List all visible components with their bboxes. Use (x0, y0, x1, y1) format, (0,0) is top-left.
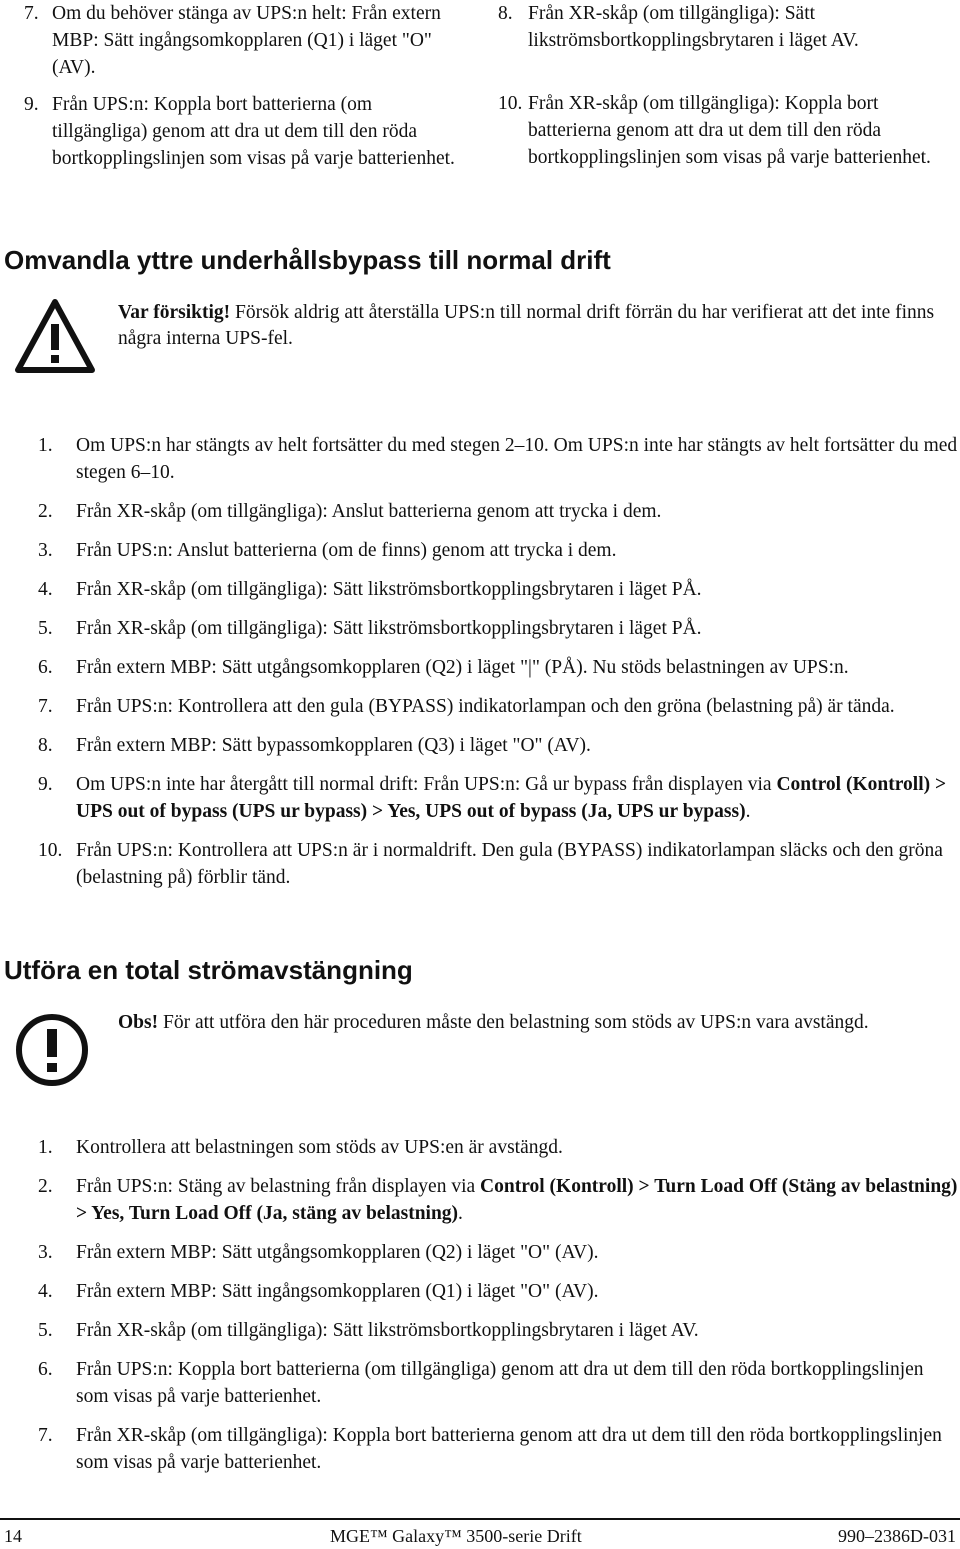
step-text: Om UPS:n inte har återgått till normal drift: Från UPS:n: Gå ur bypass från displayen via (76, 774, 777, 795)
step-item (0, 1278, 960, 1305)
exclamation-circle-icon (14, 1012, 90, 1088)
step-text: Från extern MBP: Sätt bypassomkopplaren (Q3) i läget "O" (AV). (76, 735, 591, 756)
right-column (488, 0, 958, 181)
step-text: Från UPS:n: Kontrollera att den gula (BYPASS) indikatorlampan och den gröna (belastning på) är tända. (76, 696, 895, 717)
step-text: . (745, 801, 751, 822)
warning-triangle-icon (12, 296, 98, 376)
step-text: Från extern MBP: Sätt utgångsomkopplaren (Q2) i läget "|" (PÅ). Nu stöds belastningen av UPS:n. (76, 657, 849, 678)
steps-list-2 (0, 1134, 960, 1488)
step-text: Från UPS:n: Koppla bort batterierna (om tillgängliga) genom att dra ut dem till den röda bortkopplingslinjen som visas på varje batterienhet. (76, 1359, 924, 1407)
note-text: För att utföra den här proceduren måste den belastning som stöds av UPS:n vara avstängd. (158, 1012, 869, 1033)
step-item (0, 837, 960, 891)
step-number: 7. (38, 696, 53, 717)
footer-doc-id: 990–2386D-031 (838, 1526, 956, 1546)
step-text: Från XR-skåp (om tillgängliga): Sätt likströmsbortkopplingsbrytaren i läget AV. (76, 1320, 699, 1341)
step-menu-path: Control (Kontroll) > UPS out of bypass (UPS ur bypass) > Yes, UPS out of bypass (Ja, UPS ur bypass) (76, 774, 947, 822)
item-number: 7. (24, 3, 39, 24)
step-number: 5. (38, 1320, 53, 1341)
step-text: Från UPS:n: Stäng av belastning från displayen via (76, 1176, 481, 1197)
step-item (0, 1317, 960, 1344)
step-text: Från extern MBP: Sätt utgångsomkopplaren (Q2) i läget "O" (AV). (76, 1242, 599, 1263)
step-number: 3. (38, 540, 53, 561)
step-number: 8. (38, 735, 53, 756)
list-item (0, 91, 470, 172)
step-item (0, 537, 960, 564)
step-number: 4. (38, 579, 53, 600)
step-item (0, 771, 960, 825)
step-item (0, 1422, 960, 1476)
caution-note (118, 300, 938, 352)
list-item (488, 0, 958, 54)
item-number: 10. (498, 93, 523, 114)
step-number: 1. (38, 435, 53, 456)
step-item (0, 732, 960, 759)
step-number: 3. (38, 1242, 53, 1263)
step-text: Från UPS:n: Kontrollera att UPS:n är i normaldrift. Den gula (BYPASS) indikatorlampan släcks och den gröna (belastning på) förblir tänd. (76, 840, 943, 888)
step-item (0, 1356, 960, 1410)
step-number: 9. (38, 774, 53, 795)
step-text: Från XR-skåp (om tillgängliga): Sätt likströmsbortkopplingsbrytaren i läget PÅ. (76, 579, 702, 600)
item-text: Om du behöver stänga av UPS:n helt: Från extern MBP: Sätt ingångsomkopplaren (Q1) i läget "O" (AV). (52, 3, 441, 78)
step-text: Från extern MBP: Sätt ingångsomkopplaren (Q1) i läget "O" (AV). (76, 1281, 599, 1302)
step-number: 2. (38, 1176, 53, 1197)
step-number: 4. (38, 1281, 53, 1302)
footer-title: MGE™ Galaxy™ 3500-serie Drift (330, 1526, 582, 1546)
step-item (0, 654, 960, 681)
step-menu-path: Control (Kontroll) > Turn Load Off (Stäng av belastning) > Yes, Turn Load Off (Ja, stäng av belastning) (76, 1176, 958, 1224)
step-number: 6. (38, 1359, 53, 1380)
caution-text: Försök aldrig att återställa UPS:n till normal drift förrän du har verifierat att det inte finns några interna UPS-fel. (118, 302, 935, 349)
section-heading: Utföra en total strömavstängning (4, 955, 413, 985)
step-item (0, 1134, 960, 1161)
step-item (0, 615, 960, 642)
footer-rule (0, 1518, 960, 1520)
item-text: Från XR-skåp (om tillgängliga): Sätt likströmsbortkopplingsbrytaren i läget AV. (528, 3, 859, 51)
step-number: 10. (38, 840, 63, 861)
item-number: 8. (498, 3, 513, 24)
step-item (0, 1239, 960, 1266)
step-text: Från XR-skåp (om tillgängliga): Anslut batterierna genom att trycka i dem. (76, 501, 662, 522)
section-heading: Omvandla yttre underhållsbypass till normal drift (4, 245, 611, 275)
step-number: 1. (38, 1137, 53, 1158)
step-text: Från XR-skåp (om tillgängliga): Koppla bort batterierna genom att dra ut dem till den röda bortkopplingslinjen som visas på varje batterienhet. (76, 1425, 942, 1473)
list-item (488, 90, 958, 171)
step-number: 6. (38, 657, 53, 678)
step-number: 7. (38, 1425, 53, 1446)
step-text: Kontrollera att belastningen som stöds av UPS:en är avstängd. (76, 1137, 563, 1158)
step-text: Från UPS:n: Anslut batterierna (om de finns) genom att trycka i dem. (76, 540, 617, 561)
step-item (0, 693, 960, 720)
page-number: 14 (4, 1526, 22, 1546)
caution-label: Var försiktig! (118, 302, 231, 323)
step-item (0, 576, 960, 603)
list-item (0, 0, 470, 81)
item-text: Från UPS:n: Koppla bort batterierna (om tillgängliga) genom att dra ut dem till den röda bortkopplingslinjen som visas på varje batterienhet. (52, 94, 455, 169)
note-label: Obs! (118, 1012, 159, 1033)
step-item (0, 498, 960, 525)
item-text: Från XR-skåp (om tillgängliga): Koppla bort batterierna genom att dra ut dem till den röda bortkopplingslinjen som visas på varje batterienhet. (528, 93, 931, 168)
step-item (0, 432, 960, 486)
step-text: . (458, 1203, 463, 1224)
left-column (0, 0, 470, 182)
step-number: 5. (38, 618, 53, 639)
step-text: Om UPS:n har stängts av helt fortsätter du med stegen 2–10. Om UPS:n inte har stängts av helt fortsätter du med stegen 6–10. (76, 435, 958, 483)
step-number: 2. (38, 501, 53, 522)
steps-list-1 (0, 432, 960, 903)
obs-note (118, 1010, 938, 1036)
step-text: Från XR-skåp (om tillgängliga): Sätt likströmsbortkopplingsbrytaren i läget PÅ. (76, 618, 702, 639)
item-number: 9. (24, 94, 39, 115)
step-item (0, 1173, 960, 1227)
